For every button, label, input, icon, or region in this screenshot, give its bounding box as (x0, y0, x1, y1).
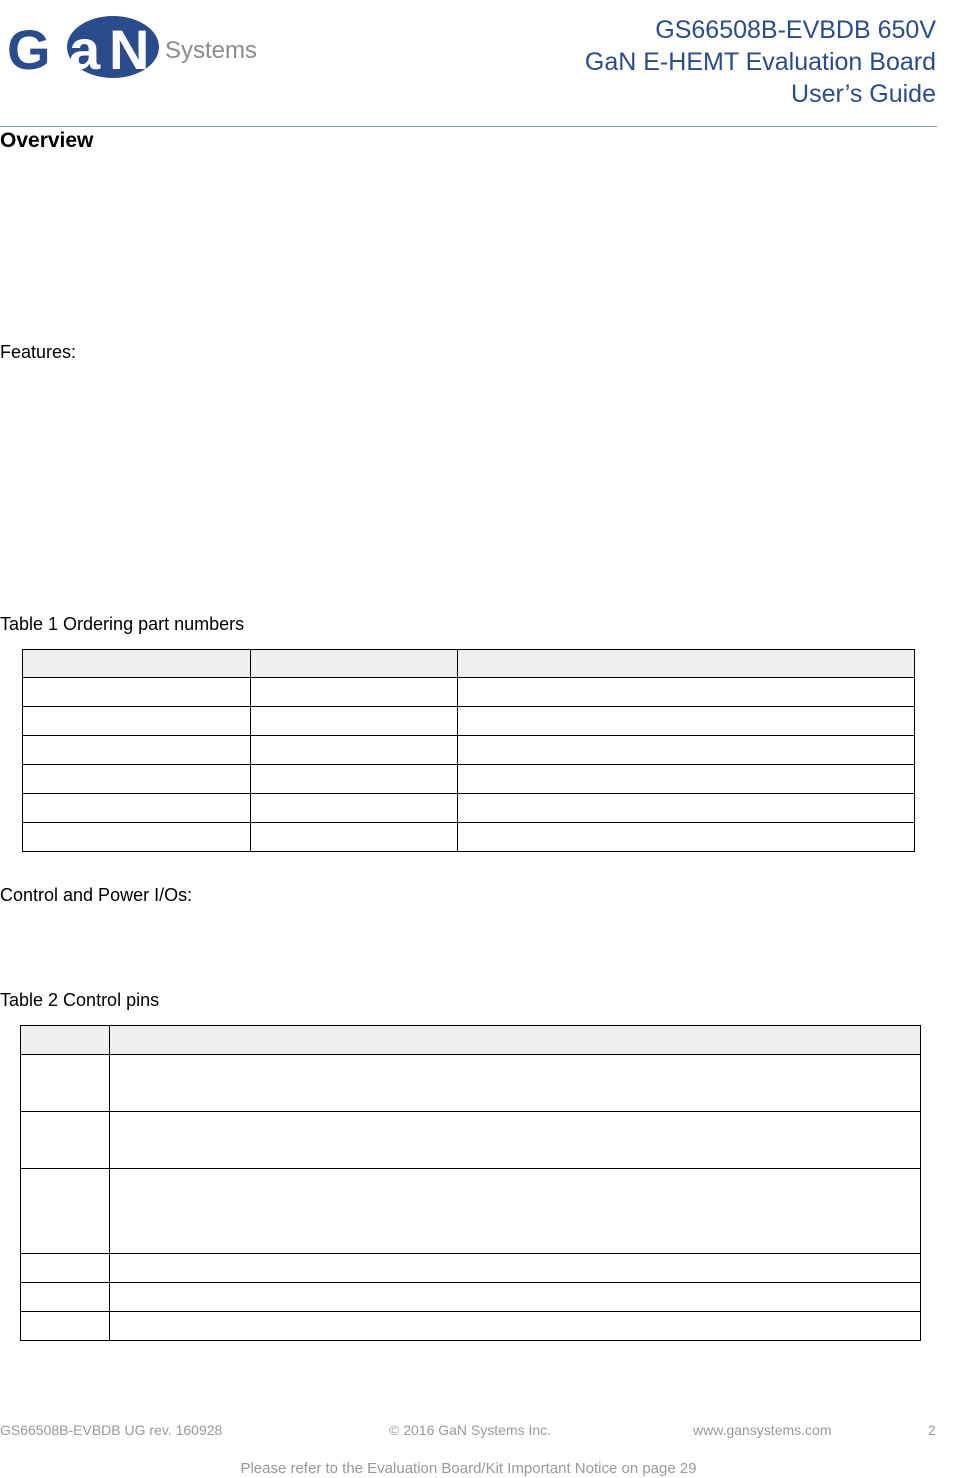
footer-page-number: 2 (928, 1422, 936, 1438)
table2-caption: Table 2 Control pins (0, 990, 160, 1010)
table-header-cell (251, 650, 458, 678)
table-row (23, 823, 915, 852)
header-divider (0, 126, 937, 127)
control-power-io-label: Control and Power I/Os: (0, 885, 193, 905)
table-row (23, 678, 915, 707)
ordering-part-numbers-table (22, 649, 915, 852)
table-header-row (23, 650, 915, 678)
svg-text:N: N (109, 18, 150, 81)
svg-text:G: G (7, 18, 51, 81)
title-line-3: User’s Guide (791, 80, 936, 108)
table-row (21, 1283, 921, 1312)
table-row (23, 794, 915, 823)
title-line-2: GaN E-HEMT Evaluation Board (584, 48, 936, 76)
table-row (21, 1169, 921, 1254)
table-header-cell (458, 650, 915, 678)
table-row (21, 1254, 921, 1283)
svg-text:a: a (69, 18, 101, 81)
table1-caption: Table 1 Ordering part numbers (0, 614, 245, 634)
footer-copyright: © 2016 GaN Systems Inc. (389, 1422, 552, 1438)
features-label: Features: (0, 342, 77, 362)
logo-systems-text: Systems (165, 37, 258, 64)
table-header-cell (110, 1026, 921, 1055)
overview-heading: Overview (0, 129, 94, 152)
table-row (21, 1312, 921, 1341)
table-row (23, 765, 915, 794)
table-row (21, 1112, 921, 1169)
footer-doc-id: GS66508B-EVBDB UG rev. 160928 (0, 1422, 223, 1438)
table-row (21, 1055, 921, 1112)
footer-website[interactable]: www.gansystems.com (693, 1422, 832, 1438)
table-header-cell (23, 650, 251, 678)
footer-notice: Please refer to the Evaluation Board/Kit Important Notice on page 29 (240, 1460, 697, 1477)
table-row (23, 707, 915, 736)
document-title (585, 14, 936, 110)
gan-systems-logo (5, 12, 275, 84)
control-pins-table (20, 1025, 921, 1341)
title-line-1: GS66508B-EVBDB 650V (655, 16, 936, 44)
table-header-row (21, 1026, 921, 1055)
table-header-cell (21, 1026, 110, 1055)
table-row (23, 736, 915, 765)
